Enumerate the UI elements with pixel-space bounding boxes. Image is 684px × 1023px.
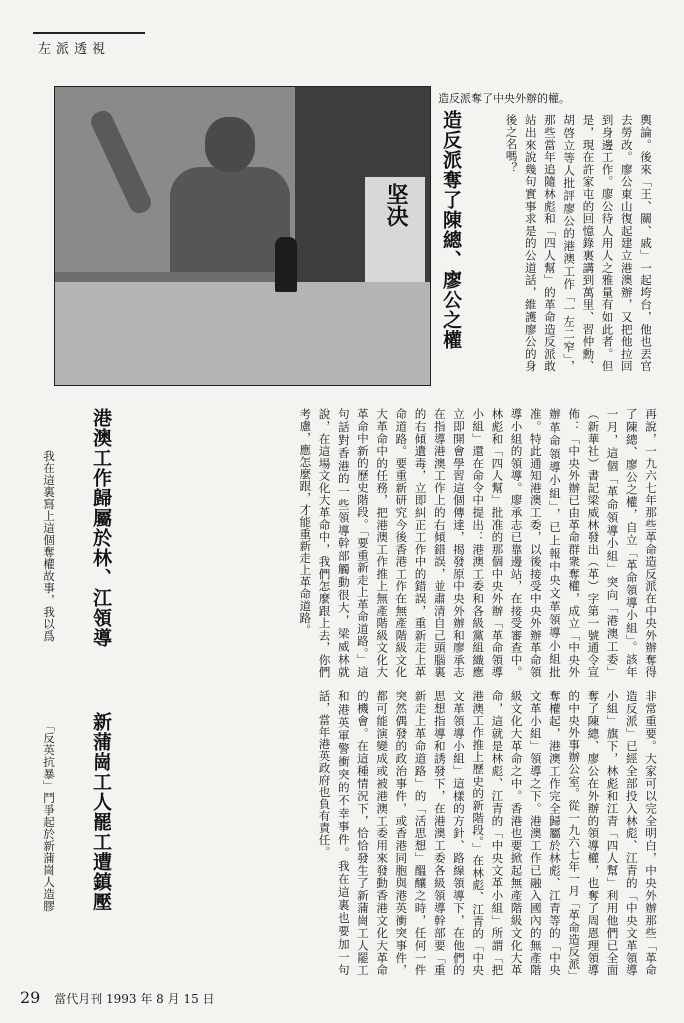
article-column-3: 非常重要。大家可以完全明白，中央外辦那些「革命造反派」已經全部投入林彪、江青的「中央文革領導小組」旗下，林彪和江青「四人幫」利用他們已全面奪了陳總、廖公在外辦的領導權，也奪了周恩理領導的中央外事辦公室。從一九六七年一月「革命造反派」奪權起，港澳工作完全歸屬於林彪、江青等的「中央文革小組」領導之下。港澳工作已融入國內的無產階級文化大革命之中。香港也要掀起無產階級文化大革命，這就是林彪、江青的「中央文革小組」所謂「把港澳工作推上歷史的新階段。」在林彪、江青的「中央文革領導小組」這樣的方針、路線領導下，在他們的思想指導和誘發下，在港澳工委各級領導幹部要「重新走上革命道路」的「活思想」醞釀之時，任何一件突然偶發的政治事件，或香港同胞與港英衝突事件，都可能演變成或被港澳工委用來發動香港文化大革命的機會。在這種情況下，恰恰發生了新蒲崗工人罷工和港英軍警衝突的不幸事件。我在這裏也要加一句話，當年港英政府也負有責任。 [317,690,658,976]
photo-figure-body [170,167,290,272]
photo-poster [365,177,425,287]
article-column-left-top: 我在這裏寫上這個奪權故事，我以爲 [42,450,56,642]
article-column-1: 輿論。後來「王、關、戚」一起垮台，他也丟官去勞改。廖公東山復起建立港澳辦，又把他拉回到身邊工作。廖公待人用人之雅量有如此者。但是，現在許家屯的回憶錄裏講到萬里、習仲勳、胡啓立等人批評廖公的港澳工作「一左二窄」，那些當年追隨林彪和「四人幫」的革命造反派敢站出來說幾句實事求是的公道話，維護廖公的身後之名嗎？ [504,114,653,372]
page-footer [20,988,215,1007]
photo-person [275,237,297,292]
section-label: 左派透視 [38,42,111,57]
photo-caption: 造反派奪了中央外辦的權。 [438,92,570,105]
header-rule [33,32,145,34]
headline-seizure: 造反派奪了陳總、廖公之權 [440,110,462,350]
article-column-left-bottom: 「反英抗暴」鬥爭起於新蒲崗人造膠 [42,720,56,912]
photo-ground [55,282,430,385]
article-column-2: 再說，一九六七年那些革命造反派在中央外辦奪得了陳總、廖公之權，自立「革命領導小組」。該年一月，這個「革命領導小組」突向「港澳工委」（新華社）書記梁威林發出（革）字第一號通令宣佈：「中央外辦已由革命群衆奪權，成立「中央外辦革命領導小組」，已上報中央文革領導小組批准。特此通知港澳工委，以後接受中央外辦革命領導小組的領導。廖承志已靠邊站，在接受審查中。林彪和「四人幫」批准的那個中央外辦「革命領導小組」還在命令中提出：港澳工委和各級黨組織應立即開會學習這個傳達，揭發原中央外辦和廖承志在指導港澳工作上的右傾錯誤，並肅清自己頭腦裏的右傾遺毒，立即糾正工作中的錯誤，重新走上革命道路。要重新研究今後香港工作在無產階級文化大革命中的任務，把港澳工作推上無產階級文化大革命中新的歷史階段。「要重新走上革命道路。」這句話對香港的一些領導幹部觸動很大，梁威林就說，在這場文化大革命中，我們怎麼跟上去，你們考慮，應怎麼跟，才能重新走上革命道路。 [298,408,658,678]
poster-text: 坚决 [383,183,408,227]
page-number: 29 [20,988,41,1007]
photo-figure-head [205,117,255,172]
publication-info: 當代月刊 1993 年 8 月 15 日 [54,992,215,1006]
headline-strike: 新蒲崗工人罷工遭鎮壓 [90,712,112,912]
headline-hk-macau: 港澳工作歸屬於林、江領導 [90,408,112,648]
photo-mao-portrait [54,86,431,386]
